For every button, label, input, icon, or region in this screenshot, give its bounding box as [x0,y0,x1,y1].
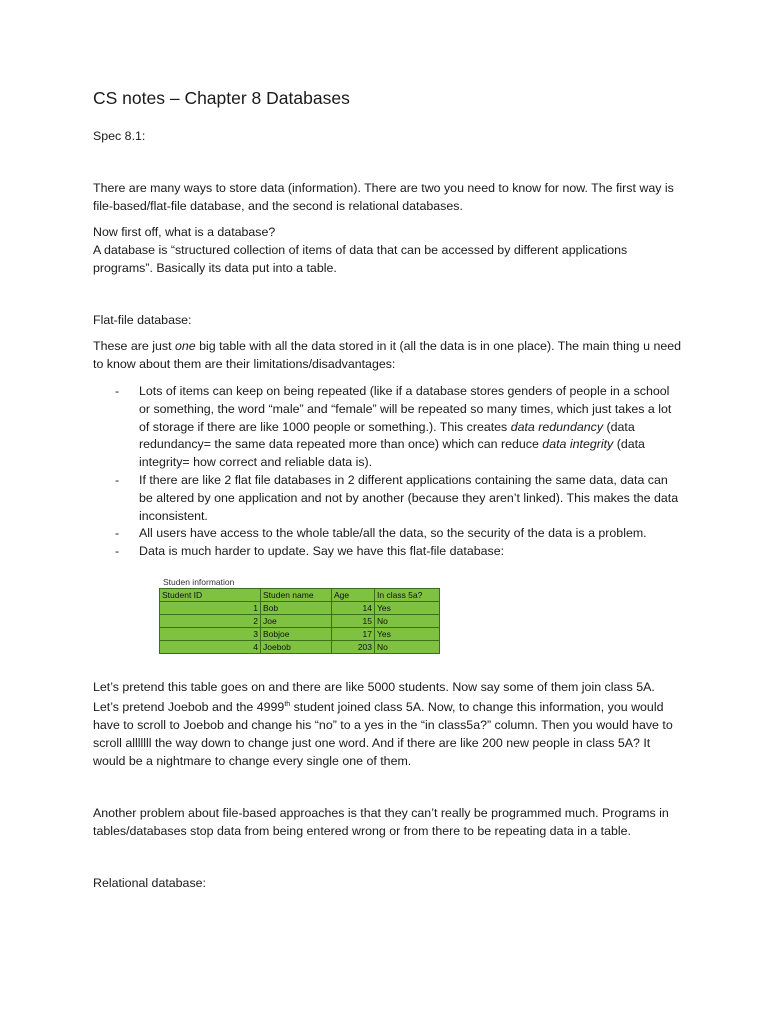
table-cell: 203 [332,640,375,653]
table-cell: 15 [332,614,375,627]
table-cell: 2 [160,614,261,627]
table-cell: No [375,614,440,627]
table-cell: Bobjoe [261,627,332,640]
emphasis-data-integrity: data integrity [542,437,614,452]
table-cell: 3 [160,627,261,640]
pretend-paragraph: Let’s pretend this table goes on and there are like 5000 students. Now say some of them join class 5A. Let’s pretend Joebob and the 4999th student joined class 5A. Now, to change this information, you would have to scroll to Joebob and change his “no” to a yes in the “in class5a?” column. Then you would have to scroll alllllll the way down to change just one word. And if there are like 200 new people in class 5A? It would be a nightmare to change every single one of them. [93,679,673,769]
student-table-figure [159,577,683,654]
table-row [160,627,440,640]
table-cell: Yes [375,601,440,614]
table-header-cell: Studen name [261,588,332,601]
table-cell: Joebob [261,640,332,653]
table-caption: Studen information [163,576,235,587]
ordinal-suffix: th [284,700,291,708]
table-header-cell: Age [332,588,375,601]
page-title: CS notes – Chapter 8 Databases [93,88,350,108]
table-cell: No [375,640,440,653]
table-header-row [160,588,440,601]
student-table [159,588,440,654]
emphasis-data-redundancy: data redundancy [510,419,604,434]
table-header-cell: Student ID [160,588,261,601]
table-cell: 1 [160,601,261,614]
table-cell: 4 [160,640,261,653]
flat-file-paragraph: These are just one big table with all the data stored in it (all the data is in one place). The main thing u need to know about them are their limitations/disadvantages: [93,339,682,371]
table-row [160,640,440,653]
database-question: Now first off, what is a database? [93,225,276,239]
table-cell: Yes [375,627,440,640]
flat-file-heading: Flat-file database: [93,313,192,327]
table-row [160,601,440,614]
emphasis-one: one [174,339,196,353]
table-cell: 17 [332,627,375,640]
file-based-problem-paragraph: Another problem about file-based approaches is that they can’t really be programmed much. Programs in tables/databases stop data from being entered wrong or from there to be repeating data in a table. [93,806,669,839]
list-item: - If there are like 2 flat file databases in 2 different applications containing the same data, data can be altered by one application and not by another (because they aren’t linked). This makes the data inconsistent. [115,472,679,523]
database-definition: A database is “structured collection of items of data that can be accessed by different applications programs”. Basically its data put into a table. [93,243,628,275]
list-item: - Data is much harder to update. Say we have this flat-file database: [115,544,505,559]
table-cell: Bob [261,601,332,614]
table-row [160,614,440,627]
intro-paragraph: There are many ways to store data (information). There are two you need to know for now. The first way is file-based/flat-file database, and the second is relational databases. [93,181,674,213]
table-cell: 14 [332,601,375,614]
table-cell: Joe [261,614,332,627]
spec-label: Spec 8.1: [93,129,146,143]
limitations-list [93,383,683,561]
list-item: - All users have access to the whole table/all the data, so the security of the data is a problem. [115,526,647,541]
relational-heading: Relational database: [93,876,206,891]
document-body [93,88,683,892]
list-item: - Lots of items can keep on being repeated (like if a database stores genders of people in a school or something, the word “male” and “female” will be repeated so many times, which just takes a lot of storage if there are like 1000 people or something.). This creates data redundancy (data redundancy= the same data repeated more than once) which can reduce data integrity (data integrity= how correct and reliable data is). [115,384,672,470]
table-header-cell: In class 5a? [375,588,440,601]
